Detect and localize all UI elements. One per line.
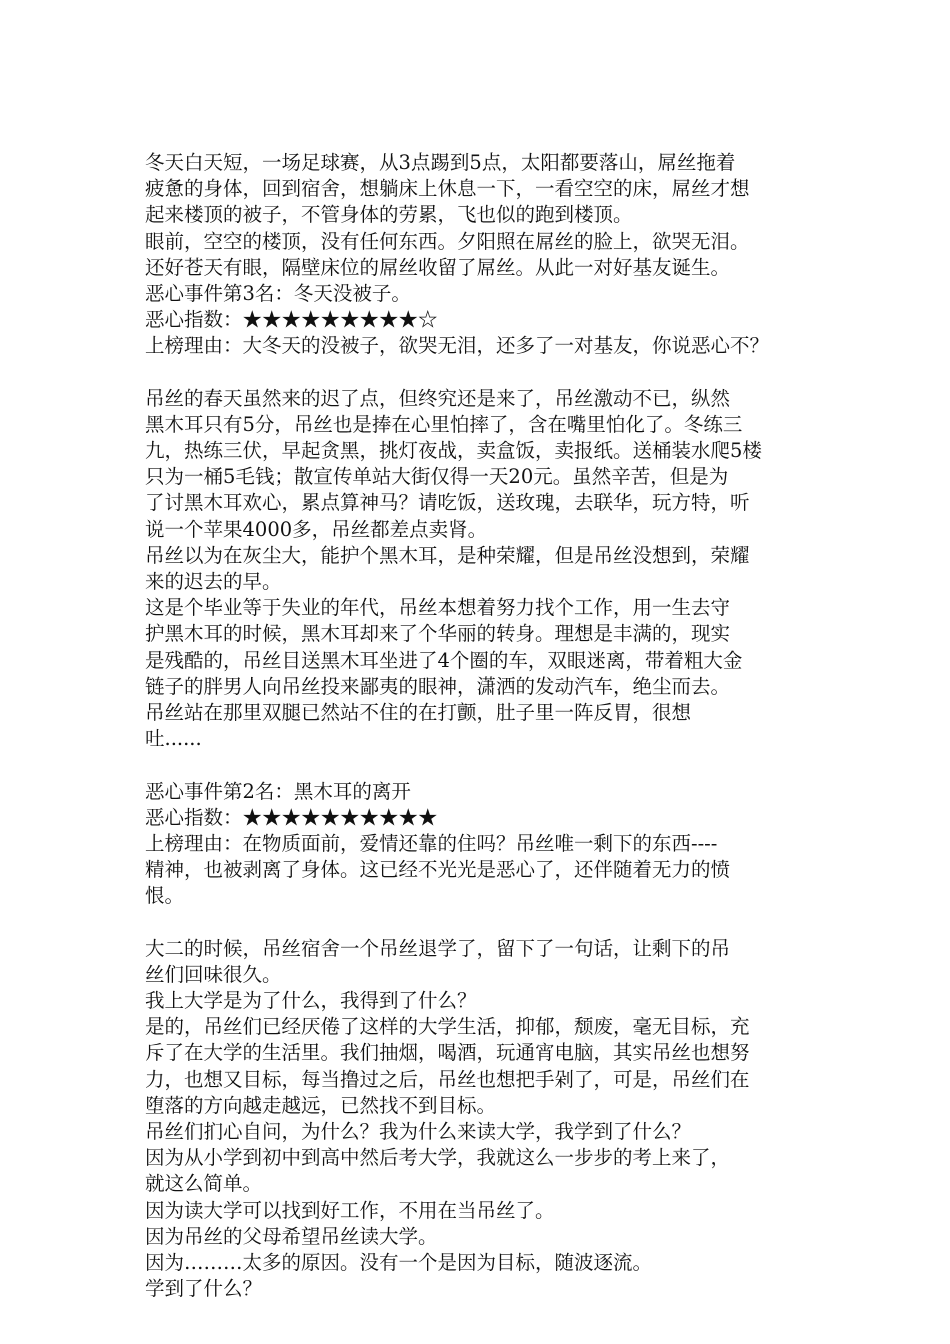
- document-body: [145, 150, 825, 1302]
- disgust-rating: 恶心指数：★★★★★★★★★★: [145, 805, 438, 829]
- text-line: 精神，也被剥离了身体。这已经不光光是恶心了，还伴随着无力的愤: [145, 858, 731, 882]
- text-line: 来的迟去的早。: [145, 570, 282, 593]
- text-line: 这是个毕业等于失业的年代，吊丝本想着努力找个工作，用一生去守: [145, 596, 731, 620]
- text-line: 起来楼顶的被子，不管身体的劳累，飞也似的跑到楼顶。: [145, 203, 633, 227]
- paragraph-gap: [145, 752, 825, 778]
- ranking-reason: 上榜理由：在物质面前，爱情还靠的住吗？吊丝唯一剩下的东西----: [145, 831, 718, 855]
- text-line: 力，也想又目标，每当撸过之后，吊丝也想把手剁了，可是，吊丝们在: [145, 1067, 750, 1091]
- paragraph-gap: [145, 360, 825, 386]
- text-line: 因为………太多的原因。没有一个是因为目标，随波逐流。: [145, 1250, 653, 1274]
- text-line: 恨。: [145, 884, 185, 908]
- text-line: 就这么简单。: [145, 1172, 263, 1196]
- text-line: 斥了在大学的生活里。我们抽烟，喝酒，玩通宵电脑，其实吊丝也想努: [145, 1041, 750, 1065]
- text-line: 只为一桶5毛钱；散宣传单站大街仅得一天20元。虽然辛苦，但是为: [145, 465, 729, 489]
- text-line: 因为读大学可以找到好工作，不用在当吊丝了。: [145, 1198, 555, 1222]
- text-line: 吊丝站在那里双腿已然站不住的在打颤，肚子里一阵反胃，很想: [145, 700, 692, 724]
- text-line: 黑木耳只有5分，吊丝也是捧在心里怕摔了，含在嘴里怕化了。冬练三: [145, 412, 743, 436]
- text-line: 是残酷的，吊丝目送黑木耳坐进了4个圈的车，双眼迷离，带着粗大金: [145, 648, 743, 672]
- ranking-title: 恶心事件第3名：冬天没被子。: [145, 281, 411, 305]
- text-line: 因为吊丝的父母希望吊丝读大学。: [145, 1224, 438, 1248]
- text-line: 吊丝的春天虽然来的迟了点，但终究还是来了，吊丝激动不已，纵然: [145, 386, 731, 410]
- text-line: 还好苍天有眼，隔壁床位的屌丝收留了屌丝。从此一对好基友诞生。: [145, 255, 731, 279]
- text-line: 链子的胖男人向吊丝投来鄙夷的眼神，潇洒的发动汽车，绝尘而去。: [145, 674, 731, 698]
- text-line: 学到了什么？: [145, 1277, 263, 1301]
- text-line: 九，热练三伏，早起贪黑，挑灯夜战，卖盒饭，卖报纸。送桶装水爬5楼: [145, 439, 762, 463]
- text-line: 大二的时候，吊丝宿舍一个吊丝退学了，留下了一句话，让剩下的吊: [145, 936, 731, 960]
- text-line: 我上大学是为了什么，我得到了什么？: [145, 989, 477, 1012]
- text-line: 说一个苹果4000多，吊丝都差点卖肾。: [145, 517, 488, 541]
- text-line: 丝们回味很久。: [145, 962, 282, 986]
- text-line: 吐......: [145, 727, 202, 751]
- text-line: 是的，吊丝们已经厌倦了这样的大学生活，抑郁，颓废，毫无目标，充: [145, 1015, 750, 1039]
- text-line: 冬天白天短，一场足球赛，从3点踢到5点，太阳都要落山，屌丝拖着: [145, 151, 736, 174]
- text-line: 堕落的方向越走越远，已然找不到目标。: [145, 1093, 497, 1117]
- paragraph-gap: [145, 909, 825, 935]
- text-line: 护黑木耳的时候，黑木耳却来了个华丽的转身。理想是丰满的，现实: [145, 622, 731, 646]
- text-line: 吊丝们扪心自问，为什么？我为什么来读大学，我学到了什么？: [145, 1119, 692, 1143]
- text-line: 眼前，空空的楼顶，没有任何东西。夕阳照在屌丝的脸上，欲哭无泪。: [145, 229, 750, 253]
- text-line: 疲惫的身体，回到宿舍，想躺床上休息一下，一看空空的床，屌丝才想: [145, 177, 750, 201]
- disgust-rating: 恶心指数：★★★★★★★★★☆: [145, 308, 438, 332]
- text-line: 因为从小学到初中到高中然后考大学，我就这么一步步的考上来了，: [145, 1146, 731, 1170]
- ranking-reason: 上榜理由：大冬天的没被子，欲哭无泪，还多了一对基友，你说恶心不？: [145, 334, 770, 358]
- text-line: 了讨黑木耳欢心，累点算神马？请吃饭，送玫瑰，去联华，玩方特，听: [145, 491, 750, 515]
- ranking-title: 恶心事件第2名：黑木耳的离开: [145, 779, 411, 803]
- text-line: 吊丝以为在灰尘大，能护个黑木耳，是种荣耀，但是吊丝没想到，荣耀: [145, 543, 750, 567]
